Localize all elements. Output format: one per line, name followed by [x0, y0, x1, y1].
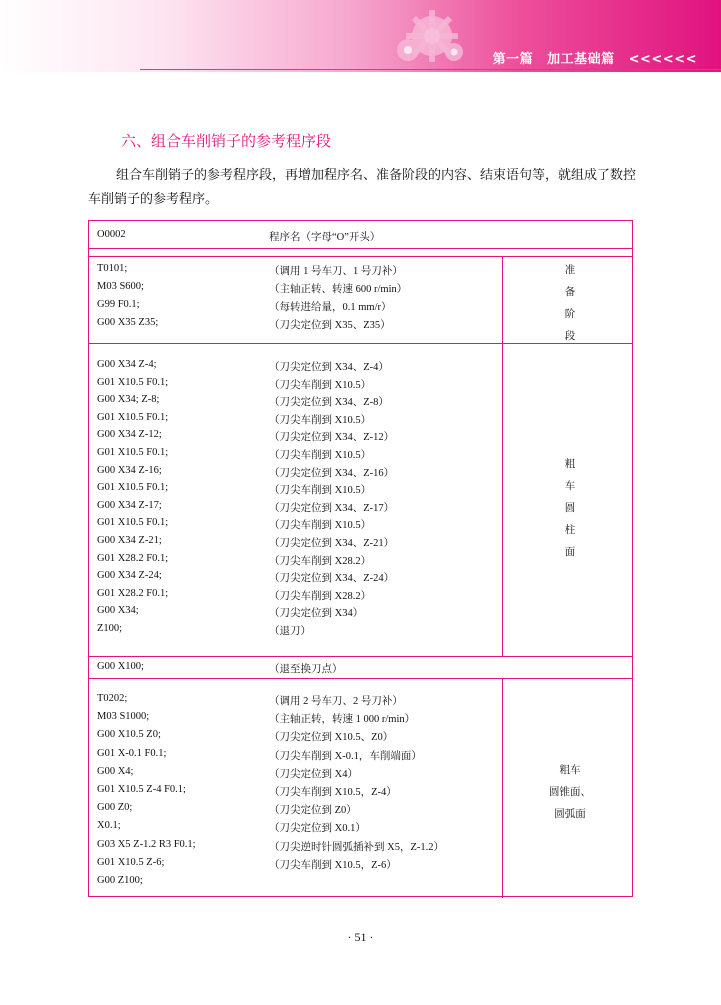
- code-comment: （刀尖定位到 X34、Z-21）: [269, 538, 395, 549]
- code-line: G01 X28.2 F0.1;: [97, 587, 169, 599]
- code-comment: （刀尖逆时针圆弧插补到 X5，Z-1.2）: [269, 841, 444, 853]
- code-line: G00 X34;: [97, 605, 139, 617]
- gear-decoration-icon: [380, 6, 480, 70]
- code-comment: （刀尖车削到 X10.5）: [269, 450, 372, 461]
- code-comment: （退刀）: [269, 626, 311, 637]
- code-line: G00 Z100;: [97, 875, 143, 886]
- table-rule: [89, 656, 632, 657]
- code-comment: （刀尖定位到 X34）: [269, 608, 364, 620]
- code-comment: （刀尖定位到 X34、Z-4）: [269, 362, 389, 373]
- code-line: G00 X4;: [97, 765, 134, 777]
- code-comment: （刀尖定位到 X10.5、Z0）: [269, 732, 394, 744]
- code-line: G00 X34 Z-4;: [97, 359, 157, 370]
- code-line: T0202;: [97, 693, 128, 704]
- page-number: · 51 ·: [347, 930, 374, 944]
- table-rule: [89, 256, 632, 257]
- code-comment: （刀尖定位到 X34、Z-12）: [269, 432, 395, 444]
- prep-stage-label: 准 备 阶 段: [564, 264, 576, 342]
- code-line: G01 X28.2 F0.1;: [97, 552, 169, 564]
- rough-cone-arc-label: 粗车 圆锥面、 圆弧面: [549, 764, 591, 820]
- code-line: G00 X34 Z-16;: [97, 464, 162, 476]
- code-comment: （调用 2 号车刀、2 号刀补）: [269, 696, 403, 707]
- code-comment: （刀尖定位到 X4）: [269, 768, 358, 780]
- code-comment: （刀尖车削到 X10.5）: [269, 485, 372, 497]
- code-line: X0.1;: [97, 820, 121, 832]
- code-comment: （刀尖定位到 X34、Z-24）: [269, 573, 395, 585]
- code-line: G00 X34; Z-8;: [97, 394, 160, 406]
- code-comment: （主轴正转、转速 600 r/min）: [269, 284, 408, 295]
- retract-comment: （退至换刀点）: [269, 664, 343, 675]
- code-comment: （刀尖车削到 X10.5）: [269, 379, 372, 391]
- code-line: G00 X10.5 Z0;: [97, 729, 161, 741]
- code-line: G00 X34 Z-17;: [97, 499, 162, 511]
- code-comment: （刀尖定位到 Z0）: [269, 805, 357, 817]
- code-comment: （刀尖车削到 X10.5）: [269, 520, 372, 532]
- code-line: G01 X10.5 Z-4 F0.1;: [97, 784, 186, 795]
- code-line: G00 X34 Z-12;: [97, 429, 162, 441]
- code-line: G01 X10.5 F0.1;: [97, 517, 169, 529]
- code-line: G01 X10.5 F0.1;: [97, 411, 169, 423]
- table-divider: [502, 343, 503, 656]
- code-comment: （每转进给量，0.1 mm/r）: [269, 302, 392, 313]
- table-rule: [89, 678, 632, 679]
- table-rule: [89, 248, 632, 249]
- code-line: G99 F0.1;: [97, 299, 140, 310]
- running-header: [493, 48, 697, 67]
- code-comment: （刀尖车削到 X28.2）: [269, 555, 372, 567]
- code-comment: （刀尖车削到 X10.5，Z-6）: [269, 859, 397, 871]
- code-comment: （刀尖定位到 X34、Z-8）: [269, 397, 389, 409]
- code-line: Z100;: [97, 623, 123, 634]
- code-line: G01 X-0.1 F0.1;: [97, 747, 167, 759]
- code-line: T0101;: [97, 263, 128, 274]
- code-line: G00 Z0;: [97, 802, 133, 814]
- table-divider: [502, 256, 503, 343]
- code-line: G00 X34 Z-24;: [97, 570, 162, 582]
- section-title: 六、组合车削销子的参考程序段: [121, 132, 332, 150]
- code-comment: （刀尖定位到 X0.1）: [269, 823, 366, 835]
- code-comment: （刀尖车削到 X10.5）: [269, 414, 372, 426]
- code-line: M03 S600;: [97, 281, 144, 292]
- header-arrows-icon: <<<<<<: [628, 52, 697, 67]
- code-comment: （主轴正转，转速 1 000 r/min）: [269, 714, 416, 726]
- code-comment: （刀尖车削到 X-0.1，车削端面）: [269, 750, 422, 762]
- program-table: [88, 220, 633, 897]
- code-line: G00 X35 Z35;: [97, 317, 159, 328]
- code-comment: （刀尖车削到 X10.5，Z-4）: [269, 787, 397, 798]
- code-line: G01 X10.5 F0.1;: [97, 447, 169, 458]
- code-line: G00 X34 Z-21;: [97, 535, 162, 546]
- table-divider: [502, 678, 503, 898]
- code-line: M03 S1000;: [97, 711, 150, 723]
- header-rule: [140, 69, 721, 70]
- header-part: 第一篇: [492, 52, 534, 67]
- code-line: G01 X10.5 Z-6;: [97, 856, 165, 868]
- code-comment: （刀尖车削到 X28.2）: [269, 590, 372, 602]
- code-line: G03 X5 Z-1.2 R3 F0.1;: [97, 838, 196, 850]
- rough-cylinder-label: 粗 车 圆 柱 面: [564, 458, 576, 558]
- retract-code: G00 X100;: [97, 661, 144, 672]
- code-comment: （刀尖定位到 X34、Z-16）: [269, 467, 395, 479]
- code-line: G01 X10.5 F0.1;: [97, 376, 169, 388]
- header-title: 加工基础篇: [547, 52, 615, 67]
- code-line: G01 X10.5 F0.1;: [97, 482, 169, 494]
- body-paragraph: 组合车削销子的参考程序段，再增加程序名、准备阶段的内容、结束语句等，就组成了数控车削销子的参考程序。: [88, 168, 637, 207]
- code-comment: （调用 1 号车刀、1 号刀补）: [269, 266, 403, 277]
- code-comment: （刀尖定位到 X35、Z35）: [269, 320, 391, 331]
- code-comment: （刀尖定位到 X34、Z-17）: [269, 502, 395, 514]
- program-number: O0002: [97, 229, 126, 240]
- program-name-comment: 程序名（字母“O”开头）: [269, 232, 381, 243]
